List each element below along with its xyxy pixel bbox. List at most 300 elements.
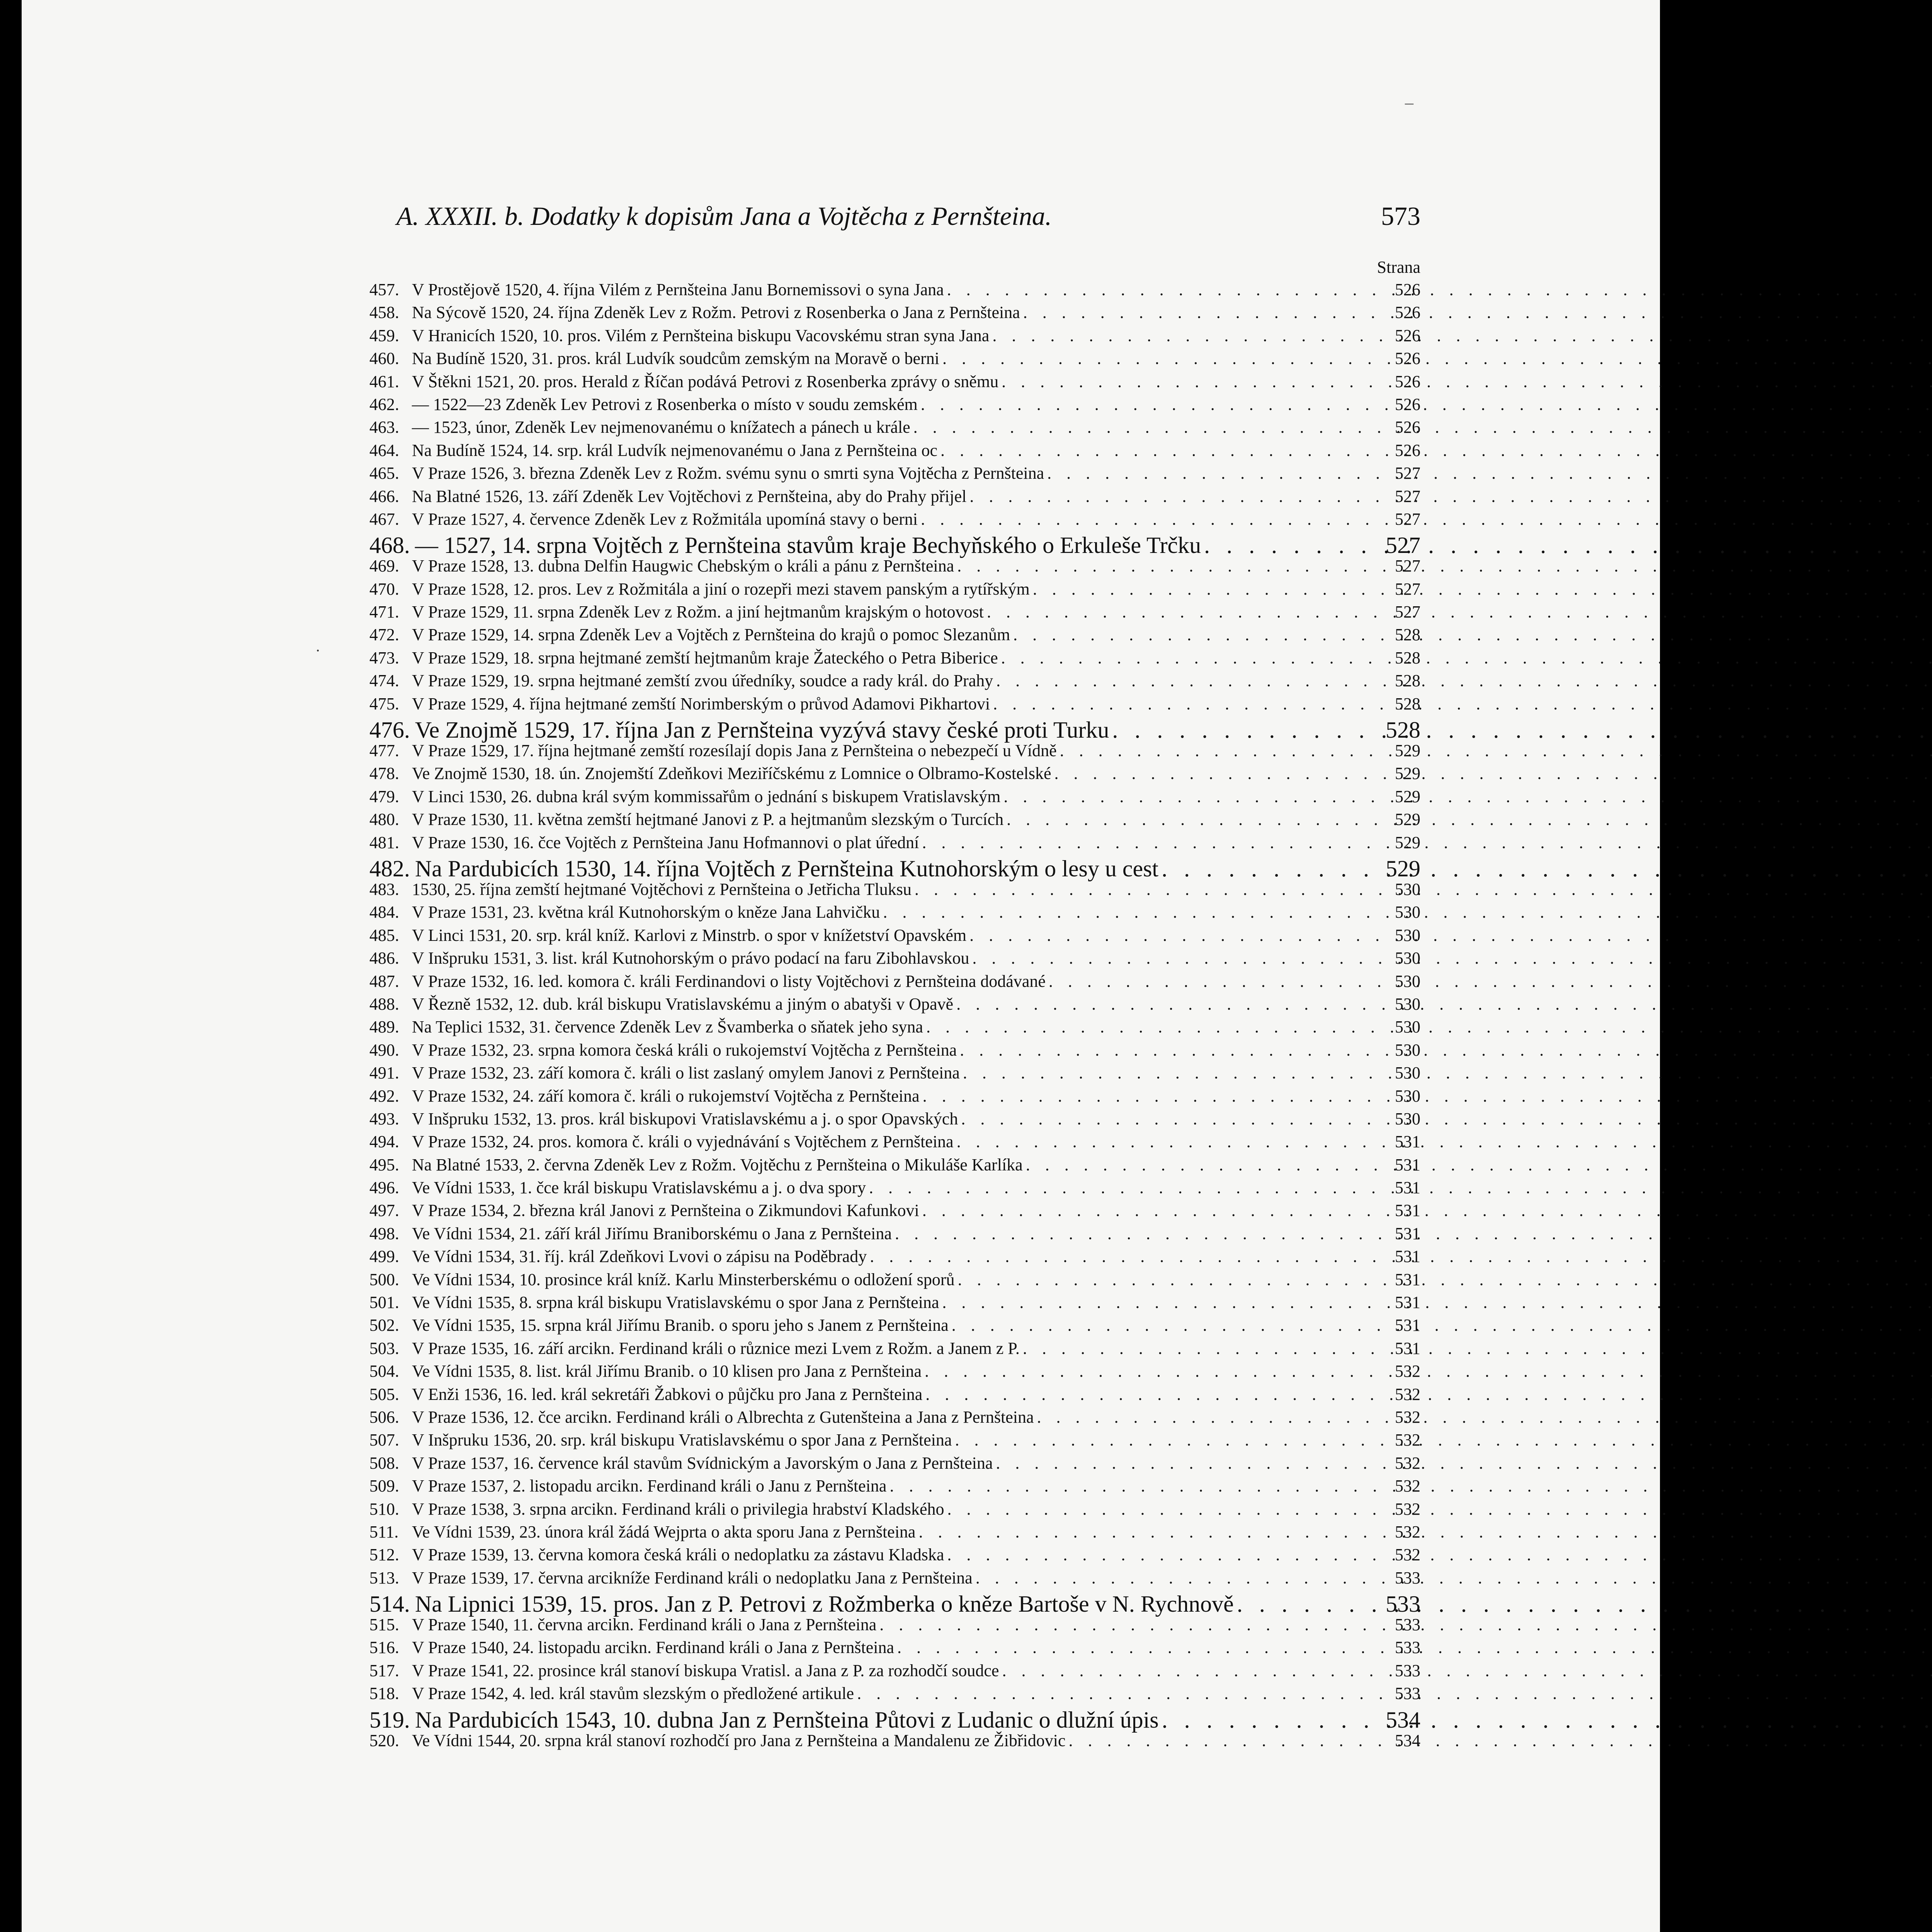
leader-dots — [1234, 1591, 1383, 1617]
leader-dots — [973, 1568, 1393, 1588]
entry-page: 532 — [1395, 1384, 1420, 1404]
entry-text: Ve Znojmě 1529, 17. října Jan z Pernšteina vyzývá stavy české proti Turku — [415, 717, 1109, 743]
entry-text: V Praze 1542, 4. led. král stavům slezským o předložené artikule — [412, 1684, 854, 1703]
entry-text: 1530, 25. října zemští hejtmané Vojtěchovi z Pernšteina o Jetřicha Tluksu — [412, 879, 912, 899]
entry-number: 482. — [369, 855, 410, 881]
entry-page: 529 — [1395, 764, 1420, 783]
entry-text: Na Teplici 1532, 31. července Zdeněk Lev z Švamberka o sňatek jeho syna — [412, 1017, 923, 1037]
leader-dots — [1020, 1338, 1393, 1358]
entry-text: Na Lipnici 1539, 15. pros. Jan z P. Petrovi z Rožmberka o kněze Bartoše v N. Rychnově — [415, 1591, 1234, 1617]
column-label: Strana — [1377, 258, 1420, 277]
entry-text: V Prostějově 1520, 4. října Vilém z Pernšteina Janu Bornemissovi o syna Jana — [412, 280, 944, 299]
entry-number: 461. — [369, 372, 399, 391]
entry-text: V Praze 1541, 22. prosince král stanoví biskupa Vratisl. a Jana z P. za rozhodčí soudce — [412, 1661, 999, 1680]
leader-dots — [969, 948, 1393, 968]
leader-dots — [1000, 787, 1393, 806]
index-entry — [369, 1499, 1420, 1522]
leader-dots — [880, 902, 1393, 922]
entry-page: 527 — [1395, 486, 1420, 506]
entry-page: 526 — [1395, 440, 1420, 460]
index-entry — [369, 1086, 1420, 1109]
entry-page: 526 — [1395, 349, 1420, 368]
index-entry — [369, 1017, 1420, 1040]
index-entry — [369, 694, 1420, 717]
index-entry — [369, 1361, 1420, 1384]
entry-number: 480. — [369, 810, 399, 829]
entry-number: 518. — [369, 1684, 399, 1703]
entry-page: 531 — [1395, 1178, 1420, 1197]
leader-dots — [894, 1638, 1393, 1657]
entry-text: Ve Vídni 1534, 10. prosince král kníž. Karlu Minsterberskému o odložení sporů — [412, 1270, 955, 1289]
entry-text: V Praze 1536, 12. čce arcikn. Ferdinand králi o Albrechta z Gutenšteina a Jana z Pernšteina — [412, 1407, 1034, 1427]
entry-text: V Praze 1526, 3. března Zdeněk Lev z Rožm. svému synu o smrti syna Vojtěcha z Pernšteina — [412, 464, 1044, 483]
entry-number: 503. — [369, 1338, 399, 1358]
entry-number: 500. — [369, 1270, 399, 1289]
leader-dots — [944, 280, 1393, 299]
entry-text: V Hranicích 1520, 10. pros. Vilém z Pernšteina biskupu Vacovskému stran syna Jana — [412, 326, 990, 345]
index-entry — [369, 741, 1420, 764]
leader-dots — [958, 1109, 1393, 1129]
index-entry — [369, 532, 1420, 556]
index-entry — [369, 948, 1420, 971]
entry-text: V Praze 1532, 24. září komora č. králi o rukojemství Vojtěcha z Pernšteina — [412, 1086, 920, 1105]
leader-dots — [922, 1384, 1393, 1404]
index-entry — [369, 1270, 1420, 1293]
index-entry — [369, 1338, 1420, 1361]
entry-text: Na Budíně 1524, 14. srp. král Ludvík nejmenovanému o Jana z Pernšteina oc — [412, 440, 938, 460]
leader-dots — [952, 1430, 1393, 1450]
leader-dots — [1109, 717, 1383, 743]
entry-page: 531 — [1395, 1316, 1420, 1335]
index-entry — [369, 1293, 1420, 1315]
entry-number: 483. — [369, 879, 399, 899]
entry-page: 526 — [1395, 280, 1420, 299]
entry-page: 531 — [1395, 1201, 1420, 1220]
corner-mark: – — [1405, 93, 1413, 112]
entry-text: V Enži 1536, 16. led. král sekretáři Žabkovi o půjčku pro Jana z Pernšteina — [412, 1384, 923, 1404]
entry-page: 528 — [1395, 648, 1420, 667]
index-entry — [369, 556, 1420, 579]
index-entry — [369, 1247, 1420, 1269]
entry-page: 531 — [1395, 1338, 1420, 1358]
index-entry — [369, 303, 1420, 325]
leader-dots — [1046, 971, 1393, 991]
leader-dots — [993, 1453, 1393, 1473]
entry-page: 532 — [1395, 1545, 1420, 1565]
leader-dots — [939, 349, 1393, 368]
entry-text: V Praze 1538, 3. srpna arcikn. Ferdinand králi o privilegia hrabství Kladského — [412, 1499, 944, 1519]
index-entry — [369, 855, 1420, 879]
entry-page: 531 — [1395, 1293, 1420, 1312]
entry-text: V Praze 1532, 24. pros. komora č. králi o vyjednávání s Vojtěchem z Pernšteina — [412, 1132, 954, 1151]
entry-number: 465. — [369, 464, 399, 483]
index-entry — [369, 1545, 1420, 1568]
entry-text: V Praze 1532, 23. září komora č. králi o list zaslaný omylem Janovi z Pernšteina — [412, 1063, 960, 1083]
entry-list — [369, 280, 1420, 1753]
leader-dots — [937, 440, 1393, 460]
entry-number: 471. — [369, 602, 399, 622]
index-entry — [369, 395, 1420, 417]
index-entry — [369, 1063, 1420, 1086]
entry-page: 532 — [1395, 1362, 1420, 1381]
index-entry — [369, 925, 1420, 948]
entry-text: V Praze 1530, 16. čce Vojtěch z Pernšteina Janu Hofmannovi o plat úřední — [412, 833, 919, 852]
entry-number: 506. — [369, 1407, 399, 1427]
entry-page: 531 — [1395, 1247, 1420, 1266]
leader-dots — [990, 694, 1393, 714]
leader-dots — [923, 1017, 1393, 1037]
entry-number: 468. — [369, 532, 410, 558]
entry-page: 532 — [1395, 1407, 1420, 1427]
entry-page: 532 — [1395, 1453, 1420, 1473]
leader-dots — [1044, 463, 1393, 483]
entry-number: 501. — [369, 1293, 399, 1312]
entry-page: 533 — [1395, 1661, 1420, 1680]
entry-number: 489. — [369, 1017, 399, 1037]
entry-number: 520. — [369, 1731, 399, 1750]
entry-page: 529 — [1395, 787, 1420, 806]
entry-number: 508. — [369, 1453, 399, 1473]
entry-number: 466. — [369, 486, 399, 506]
index-entry — [369, 1178, 1420, 1201]
index-entry — [369, 717, 1420, 741]
entry-number: 486. — [369, 949, 399, 968]
entry-page: 530 — [1395, 994, 1420, 1014]
entry-number: 474. — [369, 671, 399, 690]
entry-text: — 1522—23 Zdeněk Lev Petrovi z Rosenberka o místo v soudu zemském — [412, 395, 918, 414]
leader-dots — [918, 509, 1393, 529]
entry-text: Na Sýcově 1520, 24. října Zdeněk Lev z Rožm. Petrovi z Rosenberka o Jana z Pernšteina — [412, 303, 1020, 322]
leader-dots — [1030, 579, 1393, 599]
entry-number: 497. — [369, 1201, 399, 1220]
entry-number: 514. — [369, 1591, 410, 1617]
leader-dots — [949, 1315, 1393, 1335]
entry-text: V Linci 1531, 20. srp. král kníž. Karlovi z Minstrb. o spor v knížetství Opavském — [412, 925, 967, 945]
entry-number: 509. — [369, 1476, 399, 1496]
leader-dots — [984, 602, 1393, 622]
entry-number: 510. — [369, 1499, 399, 1519]
entry-number: 462. — [369, 395, 399, 414]
entry-text: V Praze 1540, 24. listopadu arcikn. Ferdinand králi o Jana z Pernšteina — [412, 1638, 894, 1657]
entry-number: 484. — [369, 903, 399, 922]
entry-text: V Praze 1537, 16. července král stavům Svídnickým a Javorským o Jana z Pernšteina — [412, 1453, 993, 1473]
index-entry — [369, 1661, 1420, 1684]
entry-number: 478. — [369, 764, 399, 783]
entry-text: V Praze 1532, 23. srpna komora česká králi o rukojemství Vojtěcha z Pernšteina — [412, 1040, 957, 1060]
entry-number: 487. — [369, 971, 399, 991]
leader-dots — [912, 879, 1393, 899]
leader-dots — [915, 1522, 1393, 1542]
index-entry — [369, 509, 1420, 532]
entry-number: 470. — [369, 579, 399, 599]
entry-page: 534 — [1395, 1731, 1420, 1750]
entry-page: 528 — [1395, 625, 1420, 645]
entry-page: 532 — [1395, 1476, 1420, 1496]
entry-text: Ve Vídni 1544, 20. srpna král stanoví rozhodčí pro Jana z Pernšteina a Mandalenu ze Žibřidovic — [412, 1731, 1066, 1750]
entry-text: Ve Znojmě 1530, 18. ún. Znojemští Zdeňkovi Meziříčskému z Lomnice o Olbramo-Kostelské — [412, 764, 1051, 783]
entry-page: 532 — [1395, 1499, 1420, 1519]
leader-dots — [918, 395, 1393, 414]
entry-number: 472. — [369, 625, 399, 645]
entry-number: 476. — [369, 717, 410, 743]
leader-dots — [1023, 1155, 1393, 1175]
entry-text: V Praze 1527, 4. července Zdeněk Lev z Rožmitála upomíná stavy o berni — [412, 509, 918, 529]
entry-number: 481. — [369, 833, 399, 852]
leader-dots — [939, 1293, 1393, 1312]
entry-page: 532 — [1395, 1522, 1420, 1541]
entry-number: 492. — [369, 1086, 399, 1105]
entry-page: 526 — [1395, 303, 1420, 322]
entry-text: Na Blatné 1526, 13. září Zdeněk Lev Vojtěchovi z Pernšteina, aby do Prahy přijel — [412, 486, 967, 506]
entry-page: 527 — [1395, 602, 1420, 622]
leader-dots — [1057, 741, 1393, 760]
index-entry — [369, 280, 1420, 303]
entry-number: 511. — [369, 1522, 399, 1541]
entry-text: V Praze 1528, 13. dubna Delfin Haugwic Chebským o králi a pánu z Pernšteina — [412, 556, 954, 576]
entry-text: V Inšpruku 1536, 20. srp. král biskupu Vratislavskému o spor Jana z Pernšteina — [412, 1430, 952, 1450]
entry-page: 529 — [1395, 833, 1420, 852]
entry-page: 526 — [1395, 418, 1420, 437]
entry-number: 469. — [369, 556, 399, 576]
entry-page: 532 — [1395, 1430, 1420, 1450]
index-entry — [369, 1707, 1420, 1731]
leader-dots — [922, 1361, 1393, 1381]
entry-number: 477. — [369, 741, 399, 760]
leader-dots — [954, 556, 1393, 576]
running-header — [369, 201, 1420, 243]
index-entry — [369, 1522, 1420, 1545]
entry-page: 531 — [1395, 1224, 1420, 1243]
index-entry — [369, 1315, 1420, 1338]
entry-page: 527 — [1395, 556, 1420, 576]
index-entry — [369, 1132, 1420, 1155]
entry-page: 530 — [1395, 971, 1420, 991]
entry-number: 519. — [369, 1707, 410, 1733]
entry-text: — 1523, únor, Zdeněk Lev nejmenovanému o knížatech a pánech u krále — [412, 418, 910, 437]
leader-dots — [866, 1178, 1393, 1197]
entry-number: 457. — [369, 280, 399, 299]
entry-number: 467. — [369, 509, 399, 529]
entry-page: 526 — [1395, 372, 1420, 391]
leader-dots — [944, 1499, 1393, 1519]
entry-page: 527 — [1395, 579, 1420, 599]
leader-dots — [966, 486, 1393, 506]
entry-number: 507. — [369, 1430, 399, 1450]
entry-text: Na Blatné 1533, 2. června Zdeněk Lev z Rožm. Vojtěchu z Pernšteina o Mikuláše Karlíka — [412, 1155, 1023, 1174]
entry-page: 527 — [1386, 532, 1420, 558]
leader-dots — [1158, 855, 1383, 882]
entry-number: 504. — [369, 1362, 399, 1381]
entry-page: 526 — [1395, 395, 1420, 414]
entry-text: V Řezně 1532, 12. dub. král biskupu Vratislavskému a jiným o abatyši v Opavě — [412, 994, 954, 1014]
entry-text: Na Budíně 1520, 31. pros. král Ludvík soudcům zemským na Moravě o berni — [412, 349, 939, 368]
leader-dots — [919, 1201, 1393, 1220]
entry-page: 530 — [1395, 1086, 1420, 1105]
entry-number: 495. — [369, 1155, 399, 1174]
entry-text: V Praze 1529, 19. srpna hejtmané zemští zvou úředníky, soudce a rady král. do Prahy — [412, 671, 993, 690]
entry-text: V Štěkni 1521, 20. pros. Herald z Říčan podává Petrovi z Rosenberka zprávy o sněmu — [412, 372, 999, 391]
entry-text: V Praze 1530, 11. května zemští hejtmané Janovi z P. a hejtmanům slezským o Turcích — [412, 810, 1004, 829]
entry-number: 491. — [369, 1063, 399, 1083]
leader-dots — [1051, 764, 1393, 783]
leader-dots — [944, 1545, 1393, 1565]
index-entry — [369, 1615, 1420, 1638]
page-number: 573 — [1381, 201, 1420, 231]
entry-text: V Linci 1530, 26. dubna král svým kommissařům o jednání s biskupem Vratislavským — [412, 787, 1001, 806]
entry-number: 512. — [369, 1545, 399, 1565]
entry-text: Ve Vídni 1535, 15. srpna král Jiřímu Branib. o sporu jeho s Janem z Pernšteina — [412, 1316, 949, 1335]
entry-text: V Praze 1529, 4. října hejtmané zemští Norimberským o průvod Adamovi Pikhartovi — [412, 694, 990, 713]
leader-dots — [989, 326, 1393, 345]
leader-dots — [998, 372, 1393, 391]
entry-text: Ve Vídni 1533, 1. čce král biskupu Vratislavskému a j. o dva spory — [412, 1178, 866, 1197]
leader-dots — [920, 1086, 1393, 1106]
index-entry — [369, 1201, 1420, 1223]
index-entry — [369, 1731, 1420, 1753]
entry-number: 516. — [369, 1638, 399, 1657]
entry-page: 530 — [1395, 949, 1420, 968]
entry-page: 527 — [1395, 509, 1420, 529]
index-entry — [369, 486, 1420, 509]
index-content — [369, 201, 1420, 1753]
leader-dots — [1201, 532, 1383, 559]
index-entry — [369, 787, 1420, 810]
entry-text: V Inšpruku 1532, 13. pros. král biskupovi Vratislavskému a j. o spor Opavských — [412, 1109, 958, 1128]
entry-page: 527 — [1395, 464, 1420, 483]
entry-page: 530 — [1395, 903, 1420, 922]
index-entry — [369, 440, 1420, 463]
leader-dots — [1020, 303, 1393, 322]
index-entry — [369, 579, 1420, 602]
entry-page: 533 — [1395, 1684, 1420, 1703]
entry-page: 528 — [1395, 671, 1420, 690]
index-entry — [369, 833, 1420, 855]
leader-dots — [1010, 625, 1393, 645]
index-entry — [369, 648, 1420, 671]
entry-number: 488. — [369, 994, 399, 1014]
index-entry — [369, 994, 1420, 1017]
entry-text: V Inšpruku 1531, 3. list. král Kutnohorským o právo podací na faru Zibohlavskou — [412, 949, 969, 968]
margin-mark: · — [315, 642, 321, 659]
index-entry — [369, 671, 1420, 694]
entry-page: 530 — [1395, 1040, 1420, 1060]
entry-page: 531 — [1395, 1270, 1420, 1289]
entry-text: V Praze 1539, 13. června komora česká králi o nedoplatku za zástavu Kladska — [412, 1545, 944, 1565]
entry-page: 533 — [1386, 1591, 1420, 1617]
entry-number: 498. — [369, 1224, 399, 1243]
entry-text: Ve Vídni 1535, 8. srpna král biskupu Vratislavskému o spor Jana z Pernšteina — [412, 1293, 939, 1312]
entry-page: 529 — [1386, 855, 1420, 881]
entry-number: 517. — [369, 1661, 399, 1680]
entry-number: 513. — [369, 1568, 399, 1587]
index-entry — [369, 879, 1420, 902]
entry-page: 533 — [1395, 1615, 1420, 1634]
index-entry — [369, 1384, 1420, 1407]
entry-text: — 1527, 14. srpna Vojtěch z Pernšteina stavům kraje Bechyňského o Erkuleše Trčku — [415, 532, 1201, 558]
entry-text: V Praze 1529, 17. října hejtmané zemští rozesílají dopis Jana z Pernšteina o nebezpečí u Vídně — [412, 741, 1057, 760]
index-entry — [369, 602, 1420, 625]
index-entry — [369, 1109, 1420, 1132]
index-entry — [369, 1155, 1420, 1178]
leader-dots — [886, 1476, 1393, 1496]
entry-text: V Praze 1540, 11. června arcikn. Ferdinand králi o Jana z Pernšteina — [412, 1615, 877, 1634]
index-entry — [369, 417, 1420, 440]
entry-text: Ve Vídni 1534, 21. září král Jiřímu Braniborskému o Jana z Pernšteina — [412, 1224, 892, 1243]
entry-number: 479. — [369, 787, 399, 806]
entry-number: 496. — [369, 1178, 399, 1197]
leader-dots — [867, 1247, 1393, 1266]
entry-page: 529 — [1395, 810, 1420, 829]
index-entry — [369, 463, 1420, 486]
entry-page: 526 — [1395, 326, 1420, 345]
entry-text: V Praze 1529, 14. srpna Zdeněk Lev a Vojtěch z Pernšteina do krajů o pomoc Slezanům — [412, 625, 1010, 645]
entry-number: 490. — [369, 1040, 399, 1060]
leader-dots — [919, 833, 1393, 852]
leader-dots — [1034, 1407, 1393, 1427]
entry-text: Na Pardubicích 1530, 14. října Vojtěch z Pernšteina Kutnohorským o lesy u cest — [415, 855, 1159, 881]
leader-dots — [954, 1270, 1393, 1289]
index-entry — [369, 349, 1420, 371]
entry-page: 530 — [1395, 1017, 1420, 1037]
index-entry — [369, 1684, 1420, 1706]
entry-page: 528 — [1395, 694, 1420, 713]
index-entry — [369, 764, 1420, 786]
leader-dots — [954, 1132, 1393, 1151]
entry-page: 530 — [1395, 1063, 1420, 1083]
entry-text: V Praze 1539, 17. června arcikníže Ferdinand králi o nedoplatku Jana z Pernšteina — [412, 1568, 973, 1587]
entry-text: Ve Vídni 1534, 31. říj. král Zdeňkovi Lvovi o zápisu na Poděbrady — [412, 1247, 867, 1266]
entry-page: 529 — [1395, 741, 1420, 760]
entry-text: Na Pardubicích 1543, 10. dubna Jan z Pernšteina Půtovi z Ludanic o dlužní úpis — [415, 1707, 1159, 1733]
entry-text: V Praze 1531, 23. května král Kutnohorským o kněze Jana Lahvičku — [412, 903, 880, 922]
entry-text: V Praze 1529, 18. srpna hejtmané zemští hejtmanům kraje Žateckého o Petra Biberice — [412, 648, 998, 667]
index-entry — [369, 1224, 1420, 1247]
entry-text: V Praze 1537, 2. listopadu arcikn. Ferdinand králi o Janu z Pernšteina — [412, 1476, 887, 1496]
entry-page: 531 — [1395, 1155, 1420, 1174]
entry-page: 533 — [1395, 1638, 1420, 1657]
entry-number: 494. — [369, 1132, 399, 1151]
leader-dots — [1066, 1731, 1393, 1750]
entry-page: 533 — [1395, 1568, 1420, 1587]
entry-number: 493. — [369, 1109, 399, 1128]
entry-number: 460. — [369, 349, 399, 368]
entry-page: 531 — [1395, 1132, 1420, 1151]
index-entry — [369, 1476, 1420, 1499]
entry-number: 459. — [369, 326, 399, 345]
entry-number: 458. — [369, 303, 399, 322]
leader-dots — [1159, 1707, 1383, 1733]
index-entry — [369, 1040, 1420, 1063]
index-entry — [369, 1430, 1420, 1453]
leader-dots — [999, 1661, 1393, 1680]
leader-dots — [957, 1040, 1393, 1060]
entry-text: V Praze 1528, 12. pros. Lev z Rožmitála a jiní o rozepři mezi stavem panským a rytířským — [412, 579, 1030, 599]
entry-number: 502. — [369, 1316, 399, 1335]
entry-text: V Praze 1529, 11. srpna Zdeněk Lev z Rožm. a jiní hejtmanům krajským o hotovost — [412, 602, 984, 622]
leader-dots — [910, 417, 1393, 437]
entry-text: V Praze 1534, 2. března král Janovi z Pernšteina o Zikmundovi Kafunkovi — [412, 1201, 919, 1220]
entry-page: 530 — [1395, 1109, 1420, 1128]
index-entry — [369, 1591, 1420, 1615]
entry-number: 505. — [369, 1384, 399, 1404]
entry-page: 530 — [1395, 879, 1420, 899]
entry-number: 463. — [369, 418, 399, 437]
entry-number: 515. — [369, 1615, 399, 1634]
leader-dots — [876, 1615, 1393, 1634]
leader-dots — [960, 1063, 1393, 1083]
leader-dots — [953, 994, 1393, 1014]
entry-text: Ve Vídni 1535, 8. list. král Jiřímu Branib. o 10 klisen pro Jana z Pernšteina — [412, 1362, 922, 1381]
